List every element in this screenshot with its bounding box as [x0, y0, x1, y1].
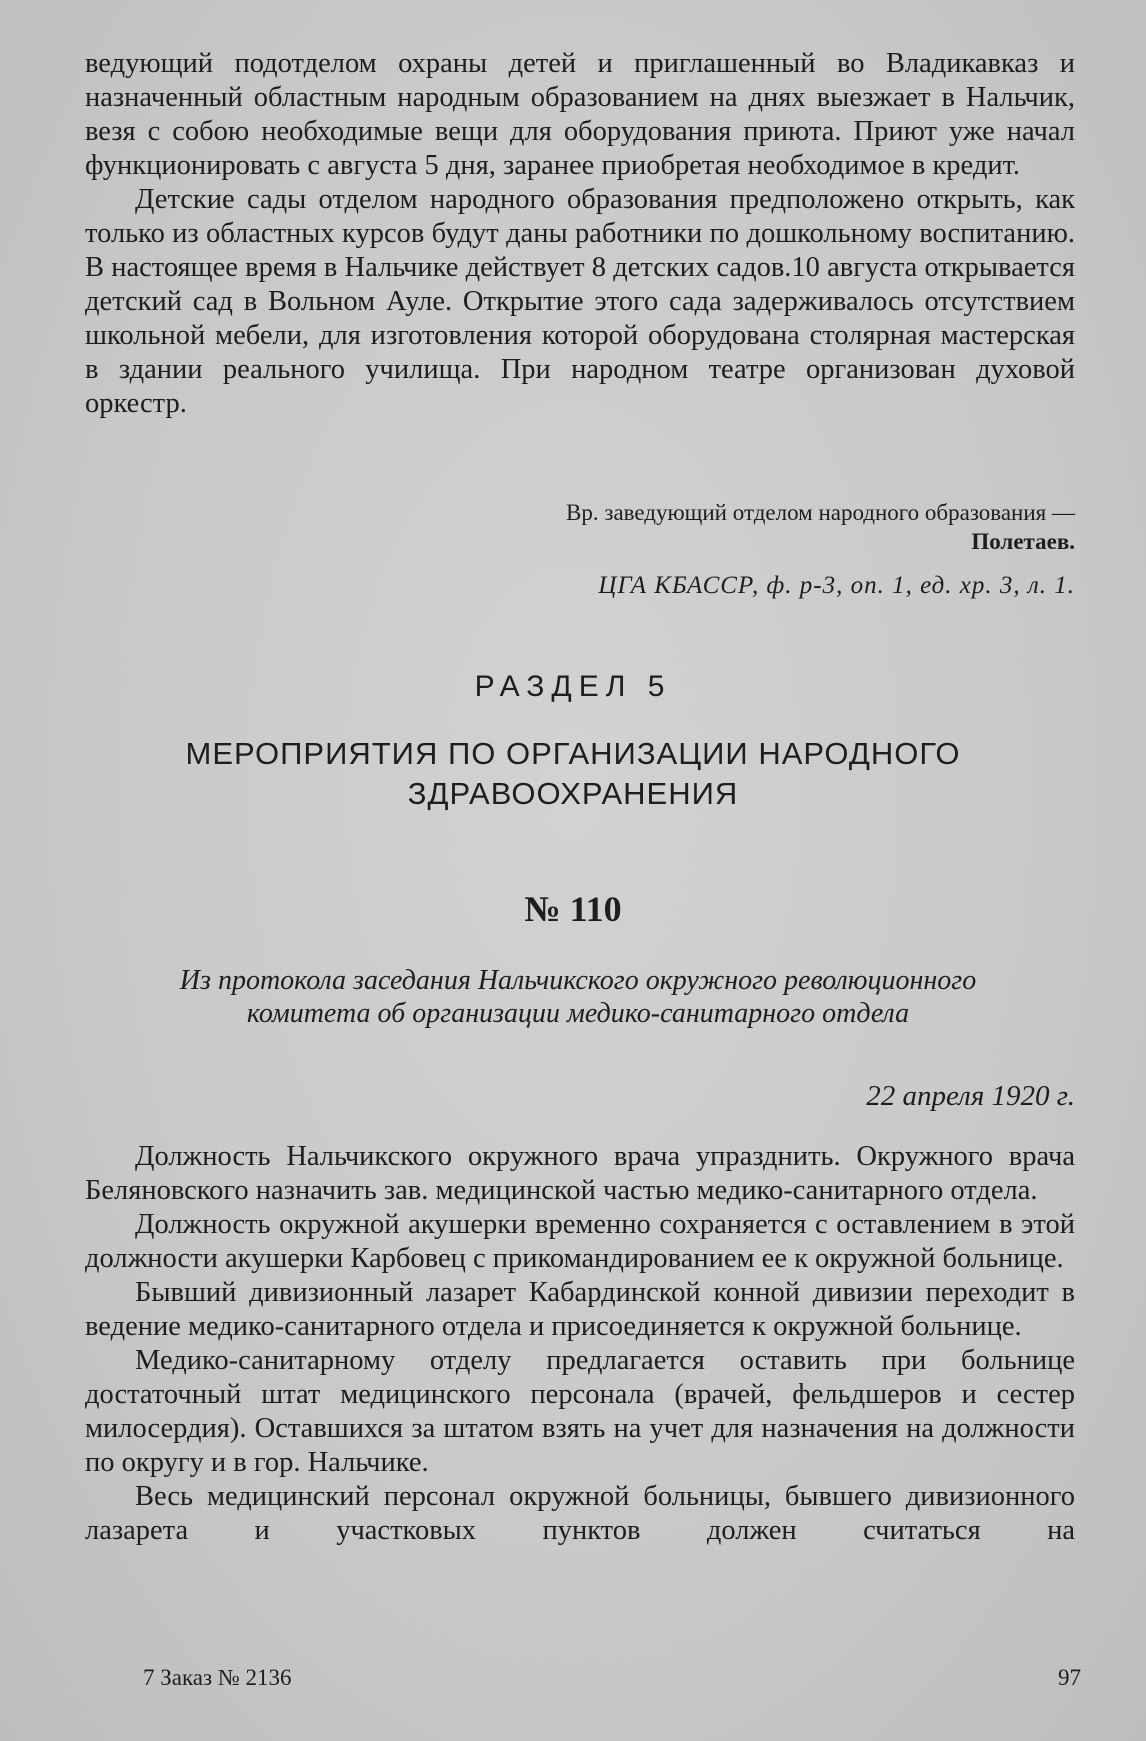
document-number: № 110	[524, 889, 622, 929]
document-body	[85, 1140, 1075, 1548]
paragraph: ведующий подотделом охраны детей и приглашенный во Владикавказ и назначенный областным народным образованием на днях выезжает в Нальчик, везя с собою необходимые вещи для оборудования приюта. Приют уже начал функционировать с августа 5 дня, заранее приобретая необходимое в кредит.	[85, 48, 1075, 181]
paragraph: Весь медицинский персонал окружной больницы, бывшего дивизионного лазарета и участковых пунктов должен считаться на	[85, 1481, 1075, 1546]
paragraph: Должность Нальчикского окружного врача упразднить. Окружного врача Беляновского назначить зав. медицинской частью медико-санитарного отдела.	[85, 1141, 1075, 1206]
continued-text	[85, 47, 1075, 421]
signature-name: Полетаев.	[971, 529, 1075, 554]
document-title: Из протокола заседания Нальчикского окружного революционного комитета об организации медико-санитарного отдела	[179, 965, 977, 1029]
section-number: РАЗДЕЛ 5	[474, 670, 672, 703]
paragraph: Детские сады отделом народного образования предположено открыть, как только из областных курсов будут даны работники по дошкольному воспитанию. В настоящее время в Нальчике действует 8 детских садов.10 августа открывается детский сад в Вольном Ауле. Открытие этого сада задерживалось отсутствием школьной мебели, для изготовления которой оборудована столярная мастерская в здании реального училища. При народном театре организован духовой оркестр.	[85, 184, 1075, 419]
document-date: 22 апреля 1920 г.	[866, 1080, 1075, 1112]
signature-position: Вр. заведующий отделом народного образования —	[566, 500, 1075, 525]
paragraph: Бывший дивизионный лазарет Кабардинской конной дивизии переходит в ведение медико-санитарного отдела и присоединяется к окружной больнице.	[85, 1277, 1075, 1342]
signature-block	[566, 498, 1075, 556]
archive-reference: ЦГА КБАССР, ф. р-3, оп. 1, ед. хр. 3, л. 1.	[598, 572, 1075, 599]
paragraph: Медико-санитарному отделу предлагается оставить при больнице достаточный штат медицинского персонала (врачей, фельдшеров и сестер милосердия). Оставшихся за штатом взять на учет для назначения на должности по округу и в гор. Нальчике.	[85, 1345, 1075, 1478]
page-number: 97	[1058, 1665, 1081, 1690]
print-order: 7 Заказ № 2136	[143, 1665, 292, 1690]
section-title: МЕРОПРИЯТИЯ ПО ОРГАНИЗАЦИИ НАРОДНОГО ЗДРАВООХРАНЕНИЯ	[185, 736, 961, 811]
paragraph: Должность окружной акушерки временно сохраняется с оставлением в этой должности акушерки Карбовец с прикомандированием ее к окружной больнице.	[85, 1209, 1075, 1274]
